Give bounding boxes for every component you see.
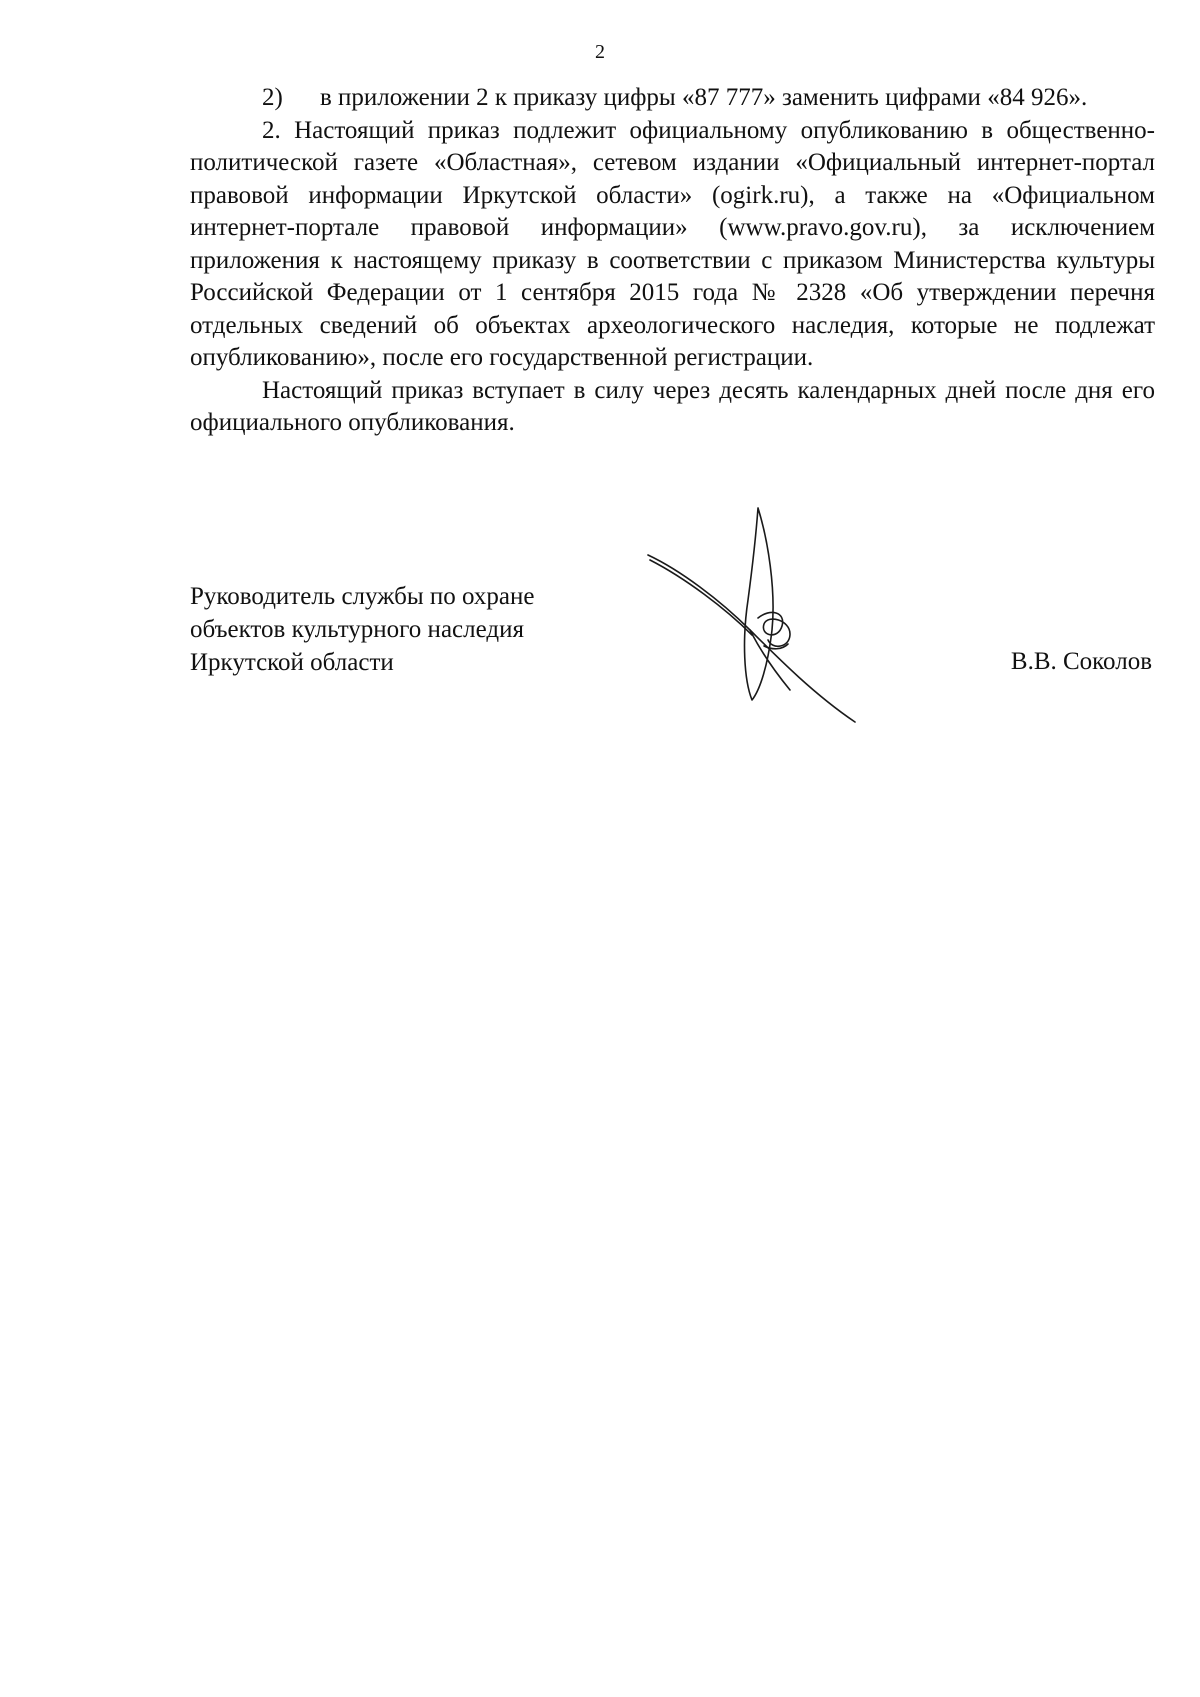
signer-position-line: объектов культурного наследия: [190, 616, 524, 643]
handwritten-signature: [640, 500, 880, 740]
paragraph-effective-date: Настоящий приказ вступает в силу через десять календарных дней после дня его официального опубликования.: [190, 376, 1155, 436]
signer-name: В.В. Соколов: [1010, 648, 1152, 675]
item-label: 2): [262, 84, 283, 111]
paragraph-publication: 2. Настоящий приказ подлежит официальному опубликованию в общественно-политической газете «Областная», сетевом издании «Официальный интернет-портал правовой информации Иркутской области» (ogirk.ru), а также на «Официальном интернет-портале правовой информации» (www.pravo.gov.ru), за исключением приложения к настоящему приказу в соответствии с приказом Министерства культуры Российской Федерации от 1 сентября 2015 года № 2328 «Об утверждении перечня отдельных сведений об объектах археологического наследия, которые не подлежат опубликованию», после его государственной регистрации.: [190, 116, 1155, 371]
signer-position: [190, 580, 534, 679]
document-body: [190, 82, 1155, 440]
signer-position-line: Руководитель службы по охране: [190, 583, 535, 610]
signer-position-line: Иркутской области: [190, 649, 394, 676]
paragraph-item-2: [190, 82, 1155, 115]
page-number: 2: [595, 41, 605, 63]
item-2-text: в приложении 2 к приказу цифры «87 777» заменить цифрами «84 926».: [320, 84, 1088, 111]
